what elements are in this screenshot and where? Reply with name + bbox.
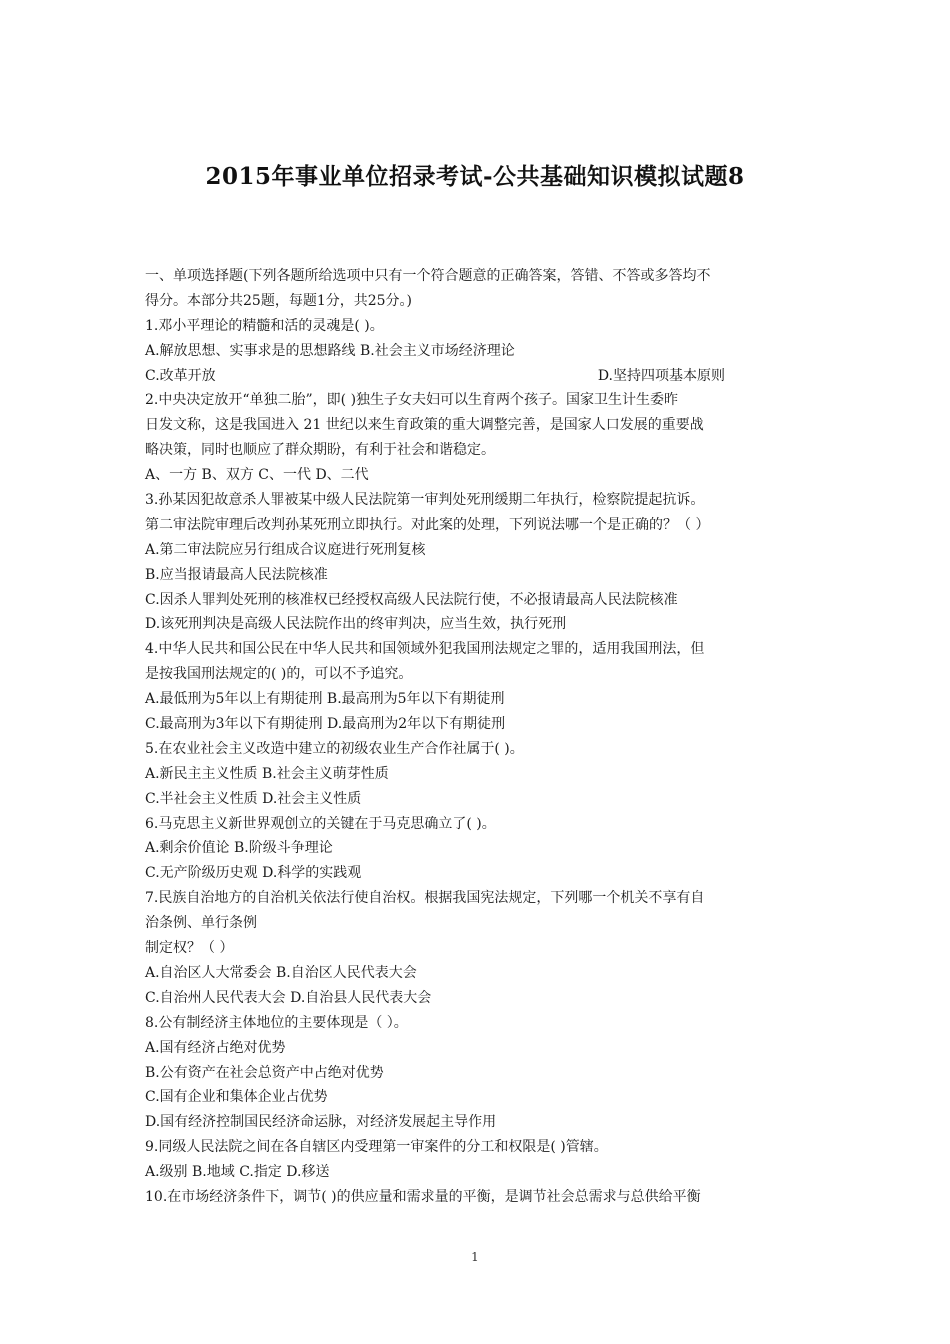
options-line: A、一方 B、双方 C、一代 D、二代 <box>145 467 369 484</box>
text-line: 一、单项选择题(下列各题所给选项中只有一个符合题意的正确答案，答错、不答或多答均不 <box>145 268 711 284</box>
document-body <box>145 264 810 1210</box>
options-line: A.自治区人大常委会 B.自治区人民代表大会 <box>145 964 417 981</box>
options-line: A.解放思想、实事求是的思想路线 B.社会主义市场经济理论 <box>145 342 515 359</box>
question-10: 10.在市场经济条件下，调节( )的供应量和需求量的平衡，是调节社会总需求与总供给平衡 <box>145 1188 701 1205</box>
question-4: 4.中华人民共和国公民在中华人民共和国领域外犯我国刑法规定之罪的，适用我国刑法，但 <box>145 641 705 658</box>
text-line: 第二审法院审理后改判孙某死刑立即执行。对此案的处理，下列说法哪一个是正确的？（ ） <box>145 516 710 533</box>
text-line: 略决策，同时也顺应了群众期盼，有利于社会和谐稳定。 <box>145 442 495 459</box>
text-line: 得分。本部分共25题，每题1分，共25分。) <box>145 292 412 309</box>
text-line: 制定权？（ ） <box>145 940 234 957</box>
option-line: C.国有企业和集体企业占优势 <box>145 1089 328 1106</box>
option-line: A.第二审法院应另行组成合议庭进行死刑复核 <box>145 541 426 558</box>
option-d: D.坚持四项基本原则 <box>597 367 725 384</box>
options-line <box>145 364 725 389</box>
option-line: A.国有经济占绝对优势 <box>145 1039 286 1056</box>
options-line: C.无产阶级历史观 D.科学的实践观 <box>145 865 362 882</box>
question-2: 2.中央决定放开“单独二胎”，即( )独生子女夫妇可以生育两个孩子。国家卫生计生委昨 <box>145 392 679 409</box>
page-number: 1 <box>471 1250 479 1264</box>
question-8: 8.公有制经济主体地位的主要体现是（ ）。 <box>145 1014 408 1031</box>
options-line: C.最高刑为3年以下有期徒刑 D.最高刑为2年以下有期徒刑 <box>145 716 506 733</box>
options-line: A.新民主主义性质 B.社会主义萌芽性质 <box>145 765 389 782</box>
option-line: D.国有经济控制国民经济命运脉，对经济发展起主导作用 <box>145 1114 497 1131</box>
text-line: 日发文称，这是我国进入 21 世纪以来生育政策的重大调整完善，是国家人口发展的重要战 <box>145 417 704 434</box>
options-line: C.自治州人民代表大会 D.自治县人民代表大会 <box>145 989 432 1006</box>
options-line: A.最低刑为5年以上有期徒刑 B.最高刑为5年以下有期徒刑 <box>145 691 505 708</box>
question-5: 5.在农业社会主义改造中建立的初级农业生产合作社属于( )。 <box>145 740 524 757</box>
question-6: 6.马克思主义新世界观创立的关键在于马克思确立了( )。 <box>145 815 496 832</box>
options-line: A.级别 B.地域 C.指定 D.移送 <box>145 1164 330 1181</box>
question-1: 1.邓小平理论的精髓和活的灵魂是( )。 <box>145 317 384 334</box>
option-line: C.因杀人罪判处死刑的核准权已经授权高级人民法院行使，不必报请最高人民法院核准 <box>145 591 678 608</box>
options-line: C.半社会主义性质 D.社会主义性质 <box>145 790 362 807</box>
option-c: C.改革开放 <box>145 367 216 384</box>
text-line: 是按我国刑法规定的( )的，可以不予追究。 <box>145 666 413 683</box>
option-line: B.公有资产在社会总资产中占绝对优势 <box>145 1064 384 1081</box>
option-line: D.该死刑判决是高级人民法院作出的终审判决，应当生效，执行死刑 <box>145 616 567 633</box>
question-9: 9.同级人民法院之间在各自辖区内受理第一审案件的分工和权限是( )管辖。 <box>145 1139 608 1156</box>
text-line: 治条例、单行条例 <box>145 915 257 932</box>
options-line: A.剩余价值论 B.阶级斗争理论 <box>145 840 333 857</box>
question-3: 3.孙某因犯故意杀人罪被某中级人民法院第一审判处死刑缓期二年执行，检察院提起抗诉。 <box>145 492 705 509</box>
option-line: B.应当报请最高人民法院核准 <box>145 566 328 583</box>
question-7: 7.民族自治地方的自治机关依法行使自治权。根据我国宪法规定，下列哪一个机关不享有自 <box>145 890 705 907</box>
document-title: 2015年事业单位招录考试-公共基础知识模拟试题8 <box>205 163 745 190</box>
